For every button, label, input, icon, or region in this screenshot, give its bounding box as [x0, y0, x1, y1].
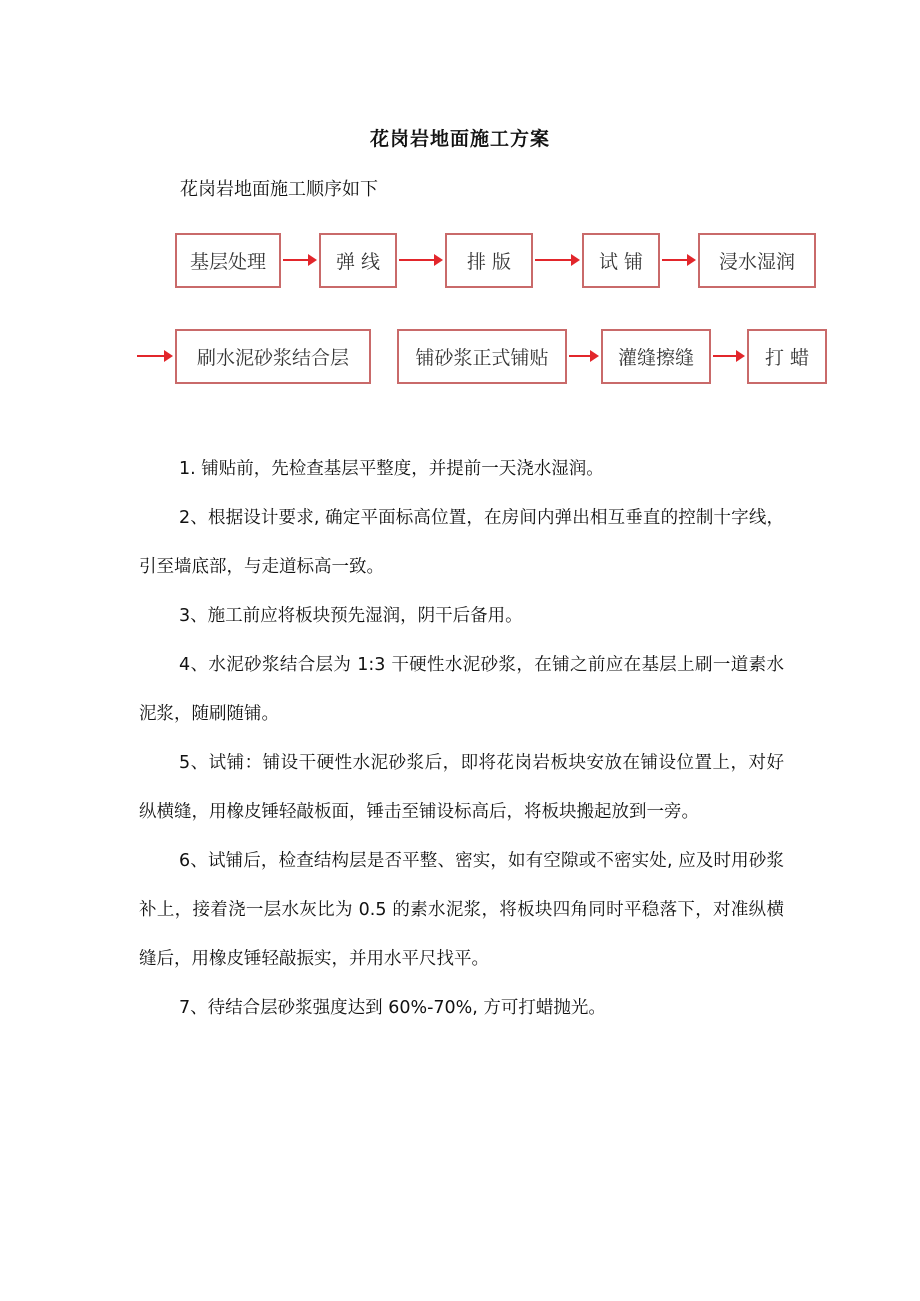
- step-paragraph: 3、施工前应将板块预先湿润，阴干后备用。: [179, 606, 523, 626]
- step-paragraph: 4、水泥砂浆结合层为 1:3 干硬性水泥砂浆，在铺之前应在基层上刷一道素水泥浆，随刷随铺。: [139, 655, 784, 724]
- step-paragraph: 7、待结合层砂浆强度达到 60%-70%, 方可打蜡抛光。: [179, 998, 606, 1018]
- flow-arrow: [713, 355, 743, 357]
- flow-step-base-treatment: 基层处理: [175, 233, 281, 288]
- flow-arrow: [535, 259, 578, 261]
- flow-step-formal-laying: 铺砂浆正式铺贴: [397, 329, 567, 384]
- step-paragraph: 5、试铺：铺设干硬性水泥砂浆后，即将花岗岩板块安放在铺设位置上，对好纵横缝，用橡皮锤轻敲板面，锤击至铺设标高后，将板块搬起放到一旁。: [139, 753, 784, 822]
- step-paragraph: 2、根据设计要求, 确定平面标高位置，在房间内弹出相互垂直的控制十字线，引至墙底部，与走道标高一致。: [139, 508, 784, 577]
- process-flowchart: [0, 0, 920, 420]
- flow-arrow: [283, 259, 315, 261]
- flow-step-snap-line: 弹 线: [319, 233, 397, 288]
- flow-step-soak: 浸水湿润: [698, 233, 816, 288]
- flow-arrow: [662, 259, 694, 261]
- intro-text: 花岗岩地面施工顺序如下: [180, 179, 378, 200]
- flow-step-layout: 排 版: [445, 233, 533, 288]
- flow-step-waxing: 打 蜡: [747, 329, 827, 384]
- step-paragraph: 6、试铺后，检查结构层是否平整、密实，如有空隙或不密实处, 应及时用砂浆补上，接着浇一层水灰比为 0.5 的素水泥浆，将板块四角同时平稳落下，对准纵横缝后，用橡皮锤轻敲振实，并用水平尺找平。: [139, 851, 784, 969]
- flow-arrow: [399, 259, 441, 261]
- document-title: 花岗岩地面施工方案: [369, 128, 550, 150]
- flow-step-bonding-layer: 刷水泥砂浆结合层: [175, 329, 371, 384]
- flow-step-grouting: 灌缝擦缝: [601, 329, 711, 384]
- steps-body: [139, 445, 784, 1033]
- flow-step-trial-laying: 试 铺: [582, 233, 660, 288]
- flow-arrow: [569, 355, 597, 357]
- flow-arrow: [137, 355, 171, 357]
- step-paragraph: 1. 铺贴前，先检查基层平整度，并提前一天浇水湿润。: [179, 459, 604, 479]
